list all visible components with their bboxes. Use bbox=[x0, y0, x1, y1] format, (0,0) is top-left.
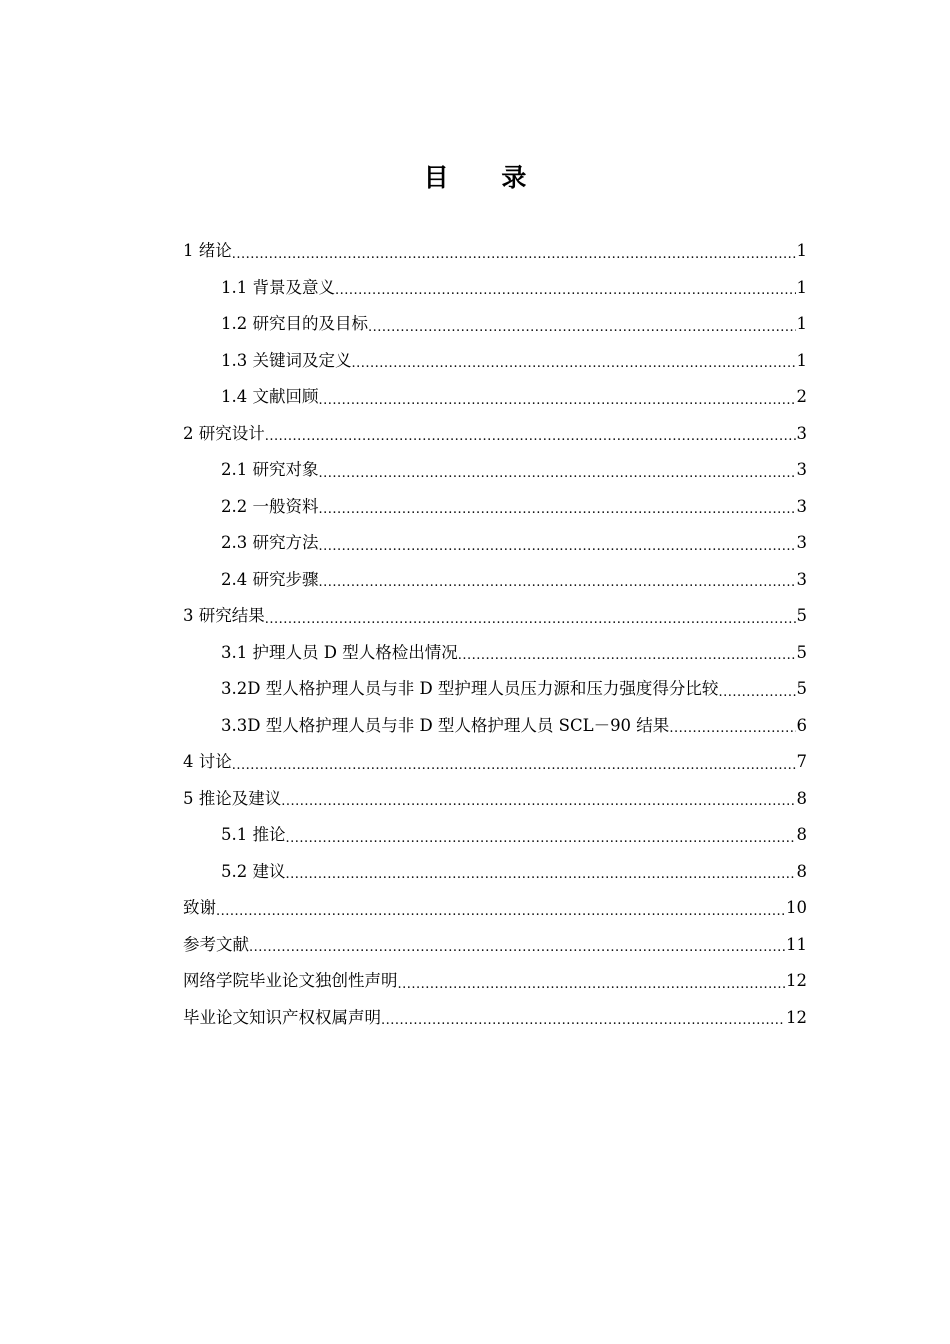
toc-entry[interactable] bbox=[183, 671, 807, 708]
toc-entry-page: 2 bbox=[796, 387, 807, 406]
toc-entry-page: 8 bbox=[796, 825, 807, 844]
toc-dot-leader bbox=[319, 532, 796, 562]
toc-entry[interactable] bbox=[183, 1000, 807, 1037]
toc-entry-page: 3 bbox=[796, 496, 807, 516]
toc-entry-page: 7 bbox=[796, 752, 807, 771]
toc-dot-leader bbox=[265, 605, 796, 635]
toc-dot-leader bbox=[352, 349, 796, 379]
toc-entry[interactable] bbox=[183, 452, 807, 489]
toc-entry[interactable] bbox=[183, 635, 807, 672]
toc-dot-leader bbox=[232, 751, 796, 781]
toc-title: 目 录 bbox=[423, 163, 549, 192]
toc-entry-page: 3 bbox=[796, 569, 807, 589]
toc-entry[interactable] bbox=[183, 927, 807, 964]
toc-entry[interactable] bbox=[183, 890, 807, 927]
toc-entry-text: 5.2 建议 bbox=[221, 861, 286, 881]
toc-entry-page: 3 bbox=[796, 423, 807, 443]
toc-entry-text: 2.3 研究方法 bbox=[221, 533, 319, 552]
table-of-contents bbox=[183, 233, 807, 1036]
toc-entry-text: 3.2D 型人格护理人员与非 D 型护理人员压力源和压力强度得分比较 bbox=[221, 679, 719, 698]
toc-entry[interactable] bbox=[183, 489, 807, 526]
toc-dot-leader bbox=[669, 714, 795, 744]
toc-entry-page: 5 bbox=[796, 679, 807, 698]
toc-entry[interactable] bbox=[183, 744, 807, 781]
toc-dot-leader bbox=[718, 678, 795, 708]
toc-entry-text: 3.1 护理人员 D 型人格检出情况 bbox=[221, 642, 458, 662]
toc-dot-leader bbox=[265, 422, 796, 452]
toc-dot-leader bbox=[398, 970, 786, 1000]
toc-entry-text: 毕业论文知识产权权属声明 bbox=[183, 1007, 381, 1027]
toc-dot-leader bbox=[286, 860, 796, 890]
toc-dot-leader bbox=[216, 897, 785, 927]
toc-dot-leader bbox=[319, 495, 796, 525]
toc-dot-leader bbox=[335, 276, 796, 306]
toc-entry-page: 3 bbox=[796, 533, 807, 552]
toc-entry-text: 2 研究设计 bbox=[183, 423, 265, 443]
toc-dot-leader bbox=[319, 568, 796, 598]
toc-entry-text: 5 推论及建议 bbox=[183, 788, 282, 808]
toc-entry-text: 1.2 研究目的及目标 bbox=[221, 314, 368, 333]
toc-entry-page: 8 bbox=[796, 861, 807, 881]
toc-entry-page: 12 bbox=[786, 1007, 807, 1027]
toc-entry-page: 12 bbox=[786, 971, 807, 990]
toc-dot-leader bbox=[458, 641, 796, 671]
toc-entry-text: 5.1 推论 bbox=[221, 825, 286, 844]
toc-entry-text: 1 绪论 bbox=[183, 241, 232, 260]
toc-entry-text: 3 研究结果 bbox=[183, 606, 265, 625]
toc-entry[interactable] bbox=[183, 854, 807, 891]
toc-entry[interactable] bbox=[183, 343, 807, 380]
toc-entry-page: 1 bbox=[796, 241, 807, 260]
toc-entry[interactable] bbox=[183, 817, 807, 854]
toc-entry-page: 1 bbox=[796, 350, 807, 370]
toc-entry-page: 6 bbox=[796, 715, 807, 735]
toc-entry-text: 1.4 文献回顾 bbox=[221, 387, 319, 406]
toc-entry[interactable] bbox=[183, 306, 807, 343]
toc-entry-page: 1 bbox=[796, 277, 807, 297]
toc-dot-leader bbox=[319, 386, 796, 416]
toc-entry-page: 5 bbox=[796, 642, 807, 662]
toc-entry[interactable] bbox=[183, 781, 807, 818]
toc-entry-page: 3 bbox=[796, 460, 807, 479]
toc-dot-leader bbox=[281, 787, 795, 817]
toc-dot-leader bbox=[381, 1006, 785, 1036]
toc-entry[interactable] bbox=[183, 598, 807, 635]
toc-entry-page: 11 bbox=[786, 934, 807, 954]
toc-entry[interactable] bbox=[183, 270, 807, 307]
toc-entry-text: 1.3 关键词及定义 bbox=[221, 350, 352, 370]
toc-entry-text: 致谢 bbox=[183, 898, 216, 917]
toc-entry-text: 2.4 研究步骤 bbox=[221, 569, 319, 589]
toc-entry-text: 参考文献 bbox=[183, 934, 249, 954]
toc-entry-page: 5 bbox=[796, 606, 807, 625]
toc-entry-page: 1 bbox=[796, 314, 807, 333]
toc-dot-leader bbox=[232, 240, 796, 270]
toc-entry-text: 网络学院毕业论文独创性声明 bbox=[183, 971, 398, 990]
toc-dot-leader bbox=[368, 313, 796, 343]
toc-dot-leader bbox=[286, 824, 796, 854]
toc-entry[interactable] bbox=[183, 963, 807, 1000]
toc-entry-text: 2.2 一般资料 bbox=[221, 496, 319, 516]
toc-entry-text: 4 讨论 bbox=[183, 752, 232, 771]
toc-entry-page: 8 bbox=[796, 788, 807, 808]
toc-dot-leader bbox=[319, 459, 796, 489]
toc-entry[interactable] bbox=[183, 562, 807, 599]
toc-entry[interactable] bbox=[183, 525, 807, 562]
toc-entry[interactable] bbox=[183, 233, 807, 270]
toc-entry-page: 10 bbox=[786, 898, 807, 917]
toc-entry[interactable] bbox=[183, 379, 807, 416]
toc-entry-text: 2.1 研究对象 bbox=[221, 460, 319, 479]
toc-dot-leader bbox=[249, 933, 785, 963]
toc-entry[interactable] bbox=[183, 416, 807, 453]
toc-entry[interactable] bbox=[183, 708, 807, 745]
toc-entry-text: 1.1 背景及意义 bbox=[221, 277, 335, 297]
toc-entry-text: 3.3D 型人格护理人员与非 D 型人格护理人员 SCL－90 结果 bbox=[221, 715, 670, 735]
